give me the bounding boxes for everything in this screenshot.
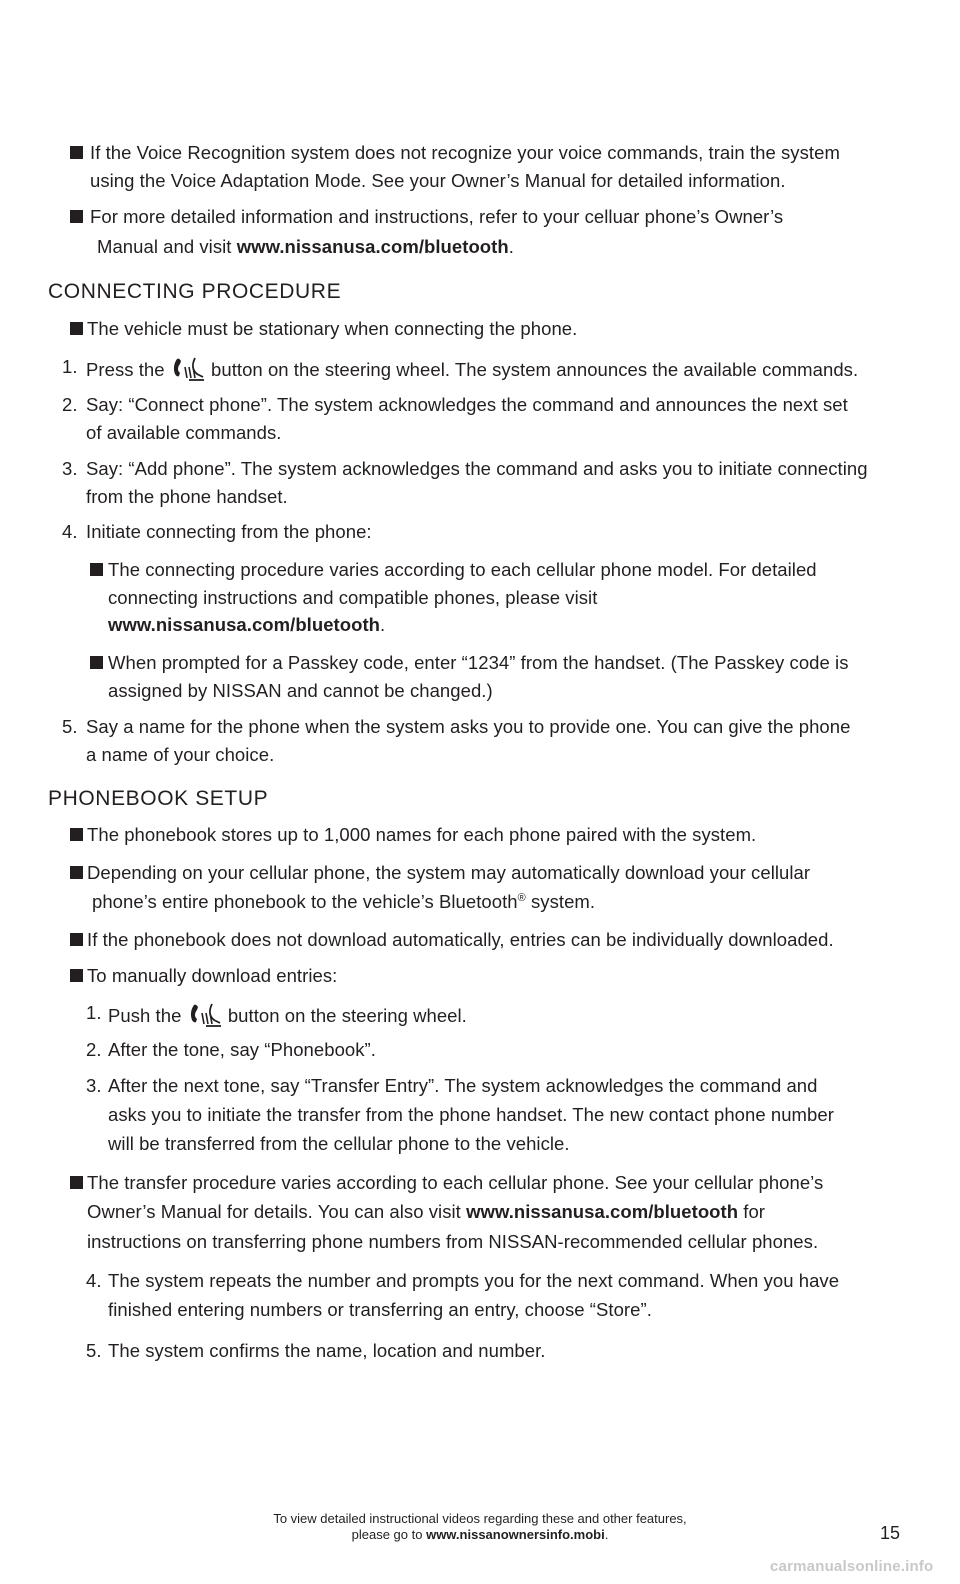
phonebook-step-2: After the tone, say “Phonebook”. [108, 1039, 376, 1060]
phonebook-bullet-3: If the phonebook does not download automatically, entries can be individually downloaded. [87, 929, 834, 950]
step-number: 4. [86, 1270, 102, 1291]
step-number: 2. [62, 394, 78, 415]
bullet-icon [70, 210, 83, 223]
bullet-icon [70, 828, 83, 841]
bullet-icon [90, 563, 103, 576]
step-number: 3. [86, 1075, 102, 1096]
connect-bullet-stationary: The vehicle must be stationary when connecting the phone. [87, 318, 578, 339]
step-number: 4. [62, 521, 78, 542]
connect-sub-2-line-1: When prompted for a Passkey code, enter “1234” from the handset. (The Passkey code is [108, 652, 849, 673]
connect-step-3-line-2: from the phone handset. [86, 486, 288, 507]
bullet-icon [70, 866, 83, 879]
phonebook-step-1: Push the button on the steering wheel. [108, 1002, 467, 1030]
note-more-line-1: For more detailed information and instructions, refer to your celluar phone’s Owner’s [90, 206, 784, 227]
phonebook-bullet-4: To manually download entries: [87, 965, 338, 986]
connect-step-4: Initiate connecting from the phone: [86, 521, 372, 542]
phonebook-bullet-2-line-2: phone’s entire phonebook to the vehicle’s Bluetooth® system. [92, 891, 596, 912]
phonebook-step-4-line-2: finished entering numbers or transferring an entry, choose “Store”. [108, 1299, 652, 1320]
phonebook-step-4-line-1: The system repeats the number and prompts you for the next command. When you have [108, 1270, 840, 1291]
note-voice-line-2: using the Voice Adaptation Mode. See your Owner’s Manual for detailed information. [90, 170, 786, 191]
step-number: 3. [62, 458, 78, 479]
voice-talk-icon [171, 356, 205, 384]
bluetooth-link[interactable]: www.nissanusa.com/bluetooth [466, 1201, 739, 1222]
bullet-icon [70, 322, 83, 335]
note-more-line-2: Manual and visit www.nissanusa.com/bluetooth. [97, 236, 514, 257]
connect-step-2-line-2: of available commands. [86, 422, 282, 443]
connect-step-1: Press the button on the steering wheel. The system announces the available commands. [86, 356, 858, 384]
voice-talk-icon [188, 1002, 222, 1030]
bullet-icon [70, 1176, 83, 1189]
bullet-icon [70, 969, 83, 982]
note-more-text: Manual and visit [97, 236, 237, 257]
connect-sub-1-line-1: The connecting procedure varies according to each cellular phone model. For detailed [108, 559, 817, 580]
watermark: carmanualsonline.info [770, 1558, 934, 1575]
step-number: 2. [86, 1039, 102, 1060]
phonebook-bullet-5-line-3: instructions on transferring phone numbers from NISSAN-recommended cellular phones. [87, 1231, 819, 1252]
step-number: 1. [62, 356, 78, 377]
phonebook-step-3-line-3: will be transferred from the cellular phone to the vehicle. [108, 1133, 570, 1154]
connect-step-2-line-1: Say: “Connect phone”. The system acknowledges the command and announces the next set [86, 394, 848, 415]
note-voice-line-1: If the Voice Recognition system does not recognize your voice commands, train the system [90, 142, 840, 163]
phonebook-bullet-1: The phonebook stores up to 1,000 names for each phone paired with the system. [87, 824, 757, 845]
connect-sub-2-line-2: assigned by NISSAN and cannot be changed.) [108, 680, 493, 701]
phonebook-step-3-line-1: After the next tone, say “Transfer Entry”. The system acknowledges the command and [108, 1075, 818, 1096]
bullet-icon [70, 933, 83, 946]
connect-sub-1-line-3: www.nissanusa.com/bluetooth. [108, 614, 386, 635]
bluetooth-link[interactable]: www.nissanusa.com/bluetooth [108, 614, 381, 635]
step-number: 5. [62, 716, 78, 737]
phonebook-step-5: The system confirms the name, location and number. [108, 1340, 546, 1361]
section-heading-phonebook: PHONEBOOK SETUP [48, 787, 269, 810]
phonebook-bullet-5-line-1: The transfer procedure varies according to each cellular phone. See your cellular phone’s [87, 1172, 824, 1193]
connect-step-5-line-1: Say a name for the phone when the system asks you to provide one. You can give the phone [86, 716, 851, 737]
connect-step-5-line-2: a name of your choice. [86, 744, 275, 765]
owners-info-link[interactable]: www.nissanownersinfo.mobi [426, 1527, 605, 1542]
connect-step-3-line-1: Say: “Add phone”. The system acknowledges the command and asks you to initiate connecting [86, 458, 868, 479]
phonebook-bullet-2-line-1: Depending on your cellular phone, the system may automatically download your cellular [87, 862, 811, 883]
bullet-icon [90, 656, 103, 669]
footer-note-line-1: To view detailed instructional videos regarding these and other features, [273, 1511, 687, 1526]
phonebook-bullet-5-line-2: Owner’s Manual for details. You can also visit www.nissanusa.com/bluetooth for [87, 1201, 766, 1222]
bluetooth-link[interactable]: www.nissanusa.com/bluetooth [236, 236, 509, 257]
section-heading-connecting: CONNECTING PROCEDURE [48, 280, 342, 303]
step-number: 5. [86, 1340, 102, 1361]
step-number: 1. [86, 1002, 102, 1023]
footer-note-line-2: please go to www.nissanownersinfo.mobi. [351, 1527, 609, 1542]
page-number: 15 [880, 1523, 901, 1543]
phonebook-step-3-line-2: asks you to initiate the transfer from the phone handset. The new contact phone number [108, 1104, 834, 1125]
bullet-icon [70, 146, 83, 159]
connect-sub-1-line-2: connecting instructions and compatible phones, please visit [108, 587, 598, 608]
